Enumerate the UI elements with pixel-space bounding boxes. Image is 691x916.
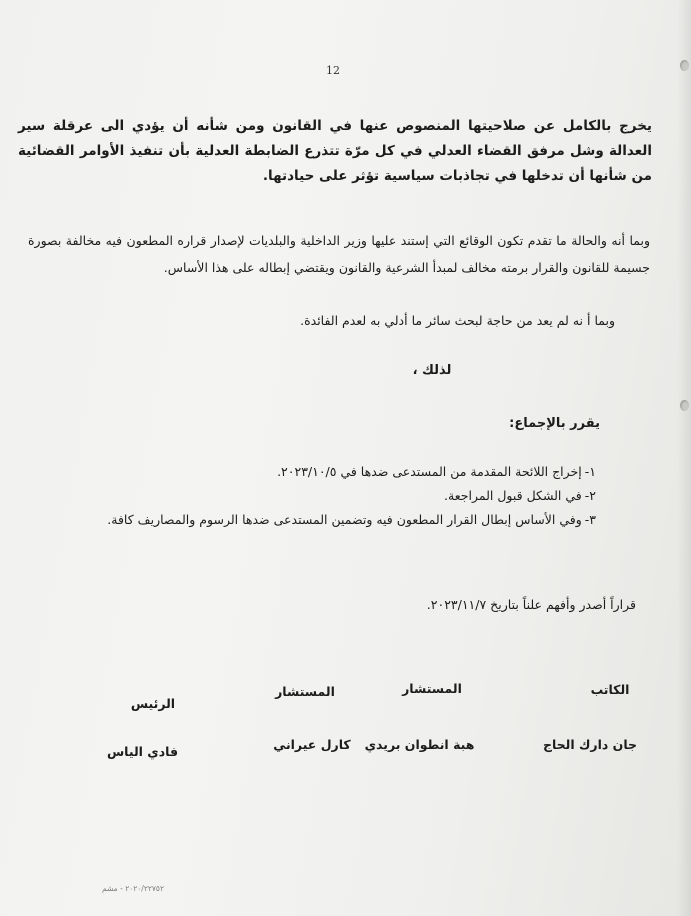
verdict-date-line: قراراً أصدر وأفهم علناً بتاريخ ٢٠٢٣/١١/٧.: [426, 597, 636, 612]
punch-hole: [680, 60, 689, 71]
paragraph-continuation: يخرج بالكامل عن صلاحيتها المنصوص عنها في القانون ومن شأنه أن يؤدي الى عرقلة سير العدالة وشل مرفق القضاء العدلي في كل مرّة تتذرع الضابطة العدلية بأن تنفيذ الأوامر القضائية من شأنها أن تدخلها في تجاذبات سياسية تؤثر على حيادتها.: [18, 118, 652, 184]
signatory-name-president: فادي الياس: [106, 744, 179, 759]
page-edge-shadow: [677, 0, 691, 916]
decision-text: في الشكل قبول المراجعة.: [444, 488, 582, 503]
signatory-name-counsellor: هبة انطوان بريدي: [364, 737, 475, 752]
signatory-name-clerk: جان دارك الحاج: [542, 737, 638, 752]
decision-number: ١-: [584, 464, 596, 479]
decision-item: [60, 508, 596, 532]
signatory-role-counsellor: المستشار: [275, 684, 335, 699]
decision-item: [60, 484, 596, 508]
footer-reference: ٢٠٢٠/٢٢٧٥٢ - مشم: [102, 884, 164, 893]
unanimous-decision-heading: يقرر بالإجماع:: [509, 416, 600, 431]
paragraph-findings: وبما أنه والحالة ما تقدم تكون الوقائع التي إستند عليها وزير الداخلية والبلديات لإصدار قراره المطعون فيه مخالفة بصورة جسيمة للقانون والقرار برمته مخالف لمبدأ الشرعية والقانون ويقتضي إبطاله على هذا الأساس.: [28, 233, 650, 275]
decision-item: [60, 460, 596, 484]
decision-text: وفي الأساس إبطال القرار المطعون فيه وتضمين المستدعى ضدها الرسوم والمصاريف كافة.: [107, 512, 582, 527]
paragraph-no-further-review: وبما أ نه لم يعد من حاجة لبحث سائر ما أدلي به لعدم الفائدة.: [300, 313, 615, 328]
therefore-heading: لذلك ،: [412, 363, 452, 378]
decision-text: إخراج اللائحة المقدمة من المستدعى ضدها في ٢٠٢٣/١٠/٥.: [277, 464, 582, 479]
decision-number: ٢-: [584, 488, 596, 503]
signatory-role-president: الرئيس: [130, 696, 176, 711]
page-number: 12: [326, 64, 340, 77]
signatory-name-counsellor: كارل عيراني: [273, 737, 351, 752]
punch-hole: [680, 400, 689, 411]
decision-list: [60, 460, 596, 532]
signatory-role-counsellor: المستشار: [402, 681, 462, 696]
decision-number: ٣-: [584, 512, 596, 527]
signatory-role-clerk: الكاتب: [590, 682, 630, 697]
